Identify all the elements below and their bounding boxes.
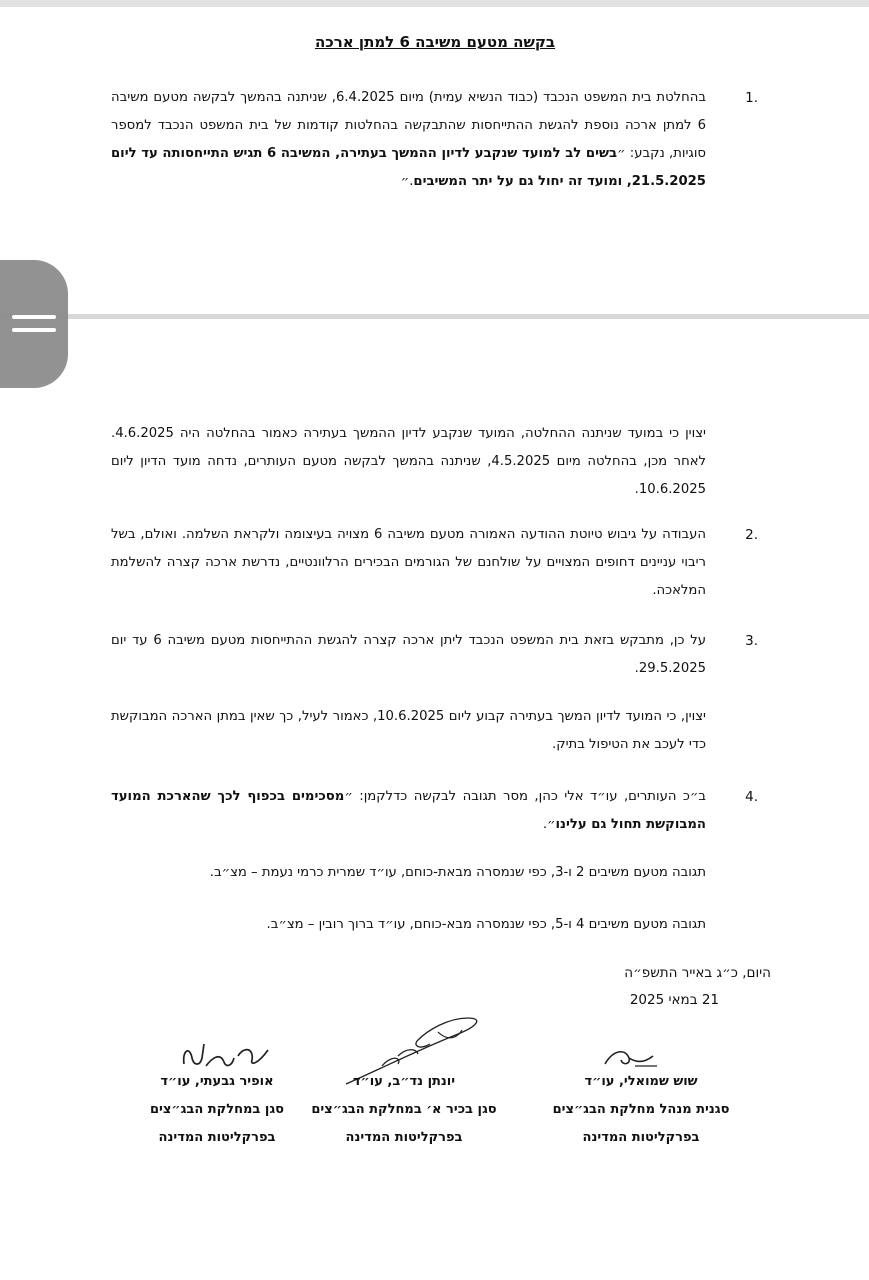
top-bar	[0, 0, 869, 7]
signer-office: בפרקליטות המדינה	[158, 1130, 276, 1145]
signer-role: סגן בכיר א׳ במחלקת הבג״צים	[311, 1102, 497, 1117]
paragraph-1b: יצוין כי במועד שניתנה ההחלטה, המועד שנקבע לדיון ההמשך בעתירה כאמור בהחלטה היה 4.6.2025. לאחר מכן, בהחלטה מיום 4.5.2025, שניתנה בהמשך לבקשה מטעם העותרים, נדחה מועד הדיון ליום 10.6.2025.	[111, 426, 707, 497]
gregorian-date: 21 במאי 2025	[629, 992, 719, 1008]
paragraph-number-3: 3.	[745, 633, 758, 649]
signer-role: סגן במחלקת הבג״צים	[149, 1102, 284, 1117]
page-divider	[0, 314, 869, 319]
signer-role: סגנית מנהל מחלקת הבג״צים	[552, 1102, 730, 1117]
signer-name: אופיר גבעתי, עו״ד	[160, 1074, 274, 1089]
paragraph-2: העבודה על גיבוש טיוטת ההודעה האמורה מטעם משיבה 6 מצויה בעיצומה ולקראת השלמה. ואולם, בשל ריבוי עניינים דחופים המצויים על שולחנם של הגורמים הבכירים הרלוונטיים, נדרשת ארכה קצרה להשלמת המלאכה.	[111, 527, 706, 598]
handle-line-icon	[12, 328, 56, 332]
paragraph-4-text: ב״כ העותרים, עו״ד אלי כהן, מסר תגובה לבקשה כדלקמן: ״	[344, 789, 706, 804]
paragraph-4-quote: מסכימים בכפוף לכך שהארכת המועד המבוקשת תחול גם עלינו	[111, 789, 706, 832]
paragraph-1-quote: בשים לב למועד שנקבע לדיון ההמשך בעתירה, המשיבה 6 תגיש התייחסותה עד ליום 21.5.2025, ומועד זה יחול גם על יתר המשיבים	[111, 146, 706, 189]
paragraph-3b: יצוין, כי המועד לדיון המשך בעתירה קבוע ליום 10.6.2025, כאמור לעיל, כך שאין במתן הארכה המבוקשת כדי לעכב את הטיפול בתיק.	[111, 709, 706, 752]
response-2: תגובה מטעם משיבים 4 ו-5, כפי שנמסרה מבא-כוחם, עו״ד ברוך רובין – מצ״ב.	[266, 917, 706, 932]
hebrew-date: היום, כ״ג באייר התשפ״ה	[624, 965, 771, 981]
paragraph-number-2: 2.	[745, 527, 758, 543]
signature-block-1	[541, 1068, 741, 1152]
signer-office: בפרקליטות המדינה	[345, 1130, 463, 1145]
paragraph-4-end: ״.	[542, 817, 556, 832]
paragraph-1-end: .״	[400, 174, 414, 189]
scroll-handle[interactable]	[0, 260, 68, 388]
signer-office: בפרקליטות המדינה	[582, 1130, 700, 1145]
signature-block-2	[304, 1068, 504, 1152]
document-title: בקשה מטעם משיבה 6 למתן ארכה	[314, 33, 556, 51]
paragraph-1	[111, 84, 706, 196]
handle-line-icon	[12, 315, 56, 319]
signer-name: שוש שמואלי, עו״ד	[584, 1074, 698, 1089]
paragraph-number-1: 1.	[745, 90, 758, 106]
paragraph-3: על כן, מתבקש בזאת בית המשפט הנכבד ליתן ארכה קצרה להגשת ההתייחסות מטעם משיבה 6 עד יום 29.5.2025.	[111, 633, 706, 676]
signature-block-3	[117, 1068, 317, 1152]
response-1: תגובה מטעם משיבים 2 ו-3, כפי שנמסרה מבאת-כוחם, עו״ד שמרית כרמי נעמת – מצ״ב.	[209, 865, 706, 880]
paragraph-4	[111, 783, 706, 839]
paragraph-1-text: בהחלטת בית המשפט הנכבד (כבוד הנשיא עמית) מיום 6.4.2025, שניתנה בהמשך לבקשה מטעם משיבה 6 למתן ארכה נוספת להגשת ההתייחסות שהתבקשה בהחלטות קודמות של בית המשפט הנכבד למספר סוגיות, נקבע: ״	[111, 90, 706, 161]
signer-name: יונתן נד״ב, עו״ד	[352, 1074, 456, 1089]
paragraph-number-4: 4.	[745, 789, 758, 805]
